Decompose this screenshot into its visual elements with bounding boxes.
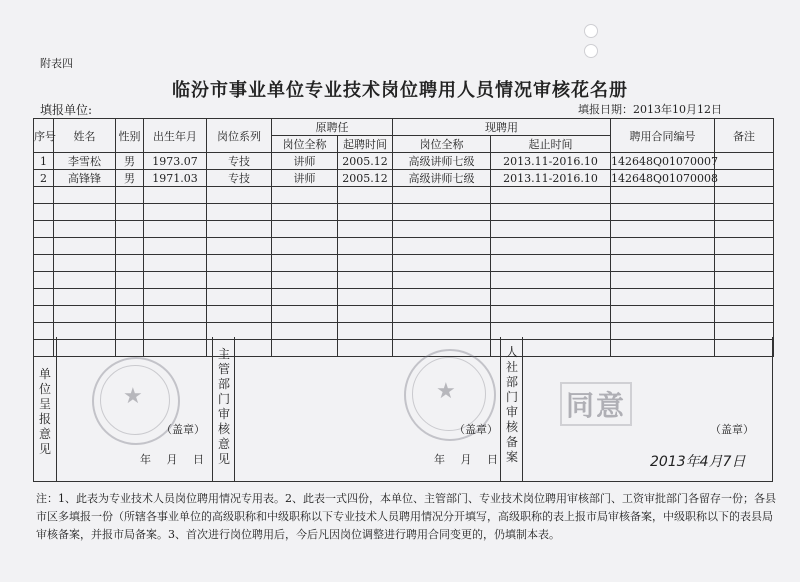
- cell-name: 高锋锋: [54, 170, 116, 187]
- cell-period: 2013.11-2016.10: [491, 153, 611, 170]
- header-gender: 性别: [116, 119, 144, 153]
- empty-row: [34, 187, 774, 204]
- empty-row: [34, 289, 774, 306]
- footnote: 注：1、此表为专业技术人员岗位聘用情况专用表。2、此表一式四份，本单位、主管部门、专业技术岗位聘用审核部门、工资审批部门各留存一份；各县市区多填报一份（所辖各事业单位的高级职称和中级职称以下专业技术人员聘用情况分开填写，高级职称的表上报市局审核备案，中级职称以下的表县局审核备案，并报市局备案。3、首次进行岗位聘用后，今后凡因岗位调整进行聘用合同变更的，仍填制本表。: [36, 492, 776, 541]
- cell-seq: 2: [34, 170, 54, 187]
- cell-orig-post: 讲师: [272, 153, 338, 170]
- roster-table: [33, 118, 774, 357]
- divider: [56, 337, 57, 481]
- cell-remark: [715, 153, 774, 170]
- supervisor-opinion-label: 主管部门审核意见: [217, 347, 230, 466]
- star-icon: ★: [123, 384, 143, 409]
- cell-gender: 男: [116, 153, 144, 170]
- fill-unit-label: 填报单位:: [40, 103, 93, 117]
- header-name: 姓名: [54, 119, 116, 153]
- supervisor-seal-label: （盖章）: [454, 423, 498, 436]
- unit-opinion-label: 单位呈报意见: [38, 367, 51, 456]
- divider: [234, 337, 235, 481]
- empty-row: [34, 204, 774, 221]
- header-remarks: 备注: [715, 119, 774, 153]
- hr-record-label: 人社部门审核备案: [505, 345, 518, 464]
- empty-row: [34, 306, 774, 323]
- cell-birth: 1971.03: [144, 170, 207, 187]
- star-icon: ★: [436, 379, 456, 404]
- header-cur-post: 岗位全称: [393, 136, 491, 153]
- table-row: [34, 153, 774, 170]
- unit-seal-label: （盖章）: [161, 423, 205, 436]
- cell-series: 专技: [207, 170, 272, 187]
- header-original: 原聘任: [272, 119, 393, 136]
- cell-series: 专技: [207, 153, 272, 170]
- cell-period: 2013.11-2016.10: [491, 170, 611, 187]
- cell-contract: 142648Q01070007: [611, 154, 718, 168]
- cell-birth: 1973.07: [144, 153, 207, 170]
- empty-row: [34, 255, 774, 272]
- punch-hole: [584, 24, 598, 38]
- cell-contract: 142648Q01070008: [611, 171, 718, 185]
- header-cur-period: 起止时间: [491, 136, 611, 153]
- header-orig-post: 岗位全称: [272, 136, 338, 153]
- cell-cur-post: 高级讲师七级: [393, 153, 491, 170]
- header-post-series: 岗位系列: [207, 119, 272, 153]
- page-title: 临汾市事业单位专业技术岗位聘用人员情况审核花名册: [172, 80, 628, 101]
- header-current: 现聘用: [393, 119, 611, 136]
- header-birth: 出生年月: [144, 119, 207, 153]
- handwritten-date: 2013年4月7日: [650, 454, 746, 470]
- divider: [522, 337, 523, 481]
- hr-seal-label: （盖章）: [710, 423, 754, 436]
- unit-date-label: 年 月 日: [140, 453, 210, 466]
- cell-orig-start: 2005.12: [338, 153, 393, 170]
- empty-row: [34, 272, 774, 289]
- appendix-label: 附表四: [40, 57, 73, 70]
- cell-name: 李雪松: [54, 153, 116, 170]
- cell-cur-post: 高级讲师七级: [393, 170, 491, 187]
- punch-hole: [584, 44, 598, 58]
- cell-remark: [715, 170, 774, 187]
- table-row: [34, 170, 774, 187]
- approval-stamp: 同意: [560, 382, 632, 426]
- cell-gender: 男: [116, 170, 144, 187]
- header-contract-no: 聘用合同编号: [611, 119, 715, 153]
- cell-seq: 1: [34, 153, 54, 170]
- divider: [212, 337, 213, 481]
- header-row: [34, 119, 774, 136]
- cell-orig-post: 讲师: [272, 170, 338, 187]
- header-orig-start: 起聘时间: [338, 136, 393, 153]
- fill-date: 填报日期：2013年10月12日: [578, 103, 722, 116]
- empty-row: [34, 238, 774, 255]
- cell-orig-start: 2005.12: [338, 170, 393, 187]
- header-seq: 序号: [34, 119, 54, 153]
- empty-row: [34, 221, 774, 238]
- supervisor-date-label: 年 月 日: [434, 453, 504, 466]
